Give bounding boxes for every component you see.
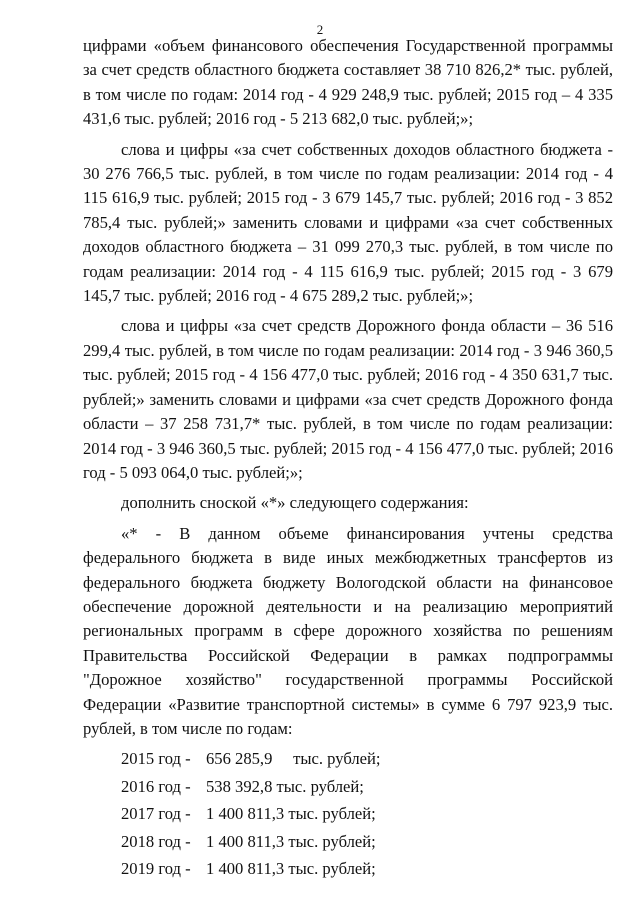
year-amount: 656 285,9 тыс. рублей; bbox=[206, 749, 381, 769]
year-amount: 538 392,8 тыс. рублей; bbox=[206, 776, 364, 796]
year-row bbox=[83, 857, 613, 881]
paragraph-budget-total: цифрами «объем финансового обеспечения Государственной программы за счет средств областного бюджета составляет 38 710 826,2* тыс. рублей, в том числе по годам: 2014 год - 4 929 248,9 тыс. рублей; 2015 год – 4 335 431,6 тыс. рублей; 2016 год - 5 213 682,0 тыс. рублей;»; bbox=[83, 36, 613, 129]
paragraph-road-fund: слова и цифры «за счет средств Дорожного фонда области – 36 516 299,4 тыс. рублей, в том числе по годам реализации: 2014 год - 3 946 360,5 тыс. рублей; 2015 год - 4 156 477,0 тыс. рублей; 2016 год - 4 350 631,7 тыс. рублей;» заменить словами и цифрами «за счет средств Дорожного фонда области – 37 258 731,7* тыс. рублей, в том числе по годам реализации: 2014 год - 3 946 360,5 тыс. рублей; 2015 год - 4 156 477,0 тыс. рублей; 2016 год - 5 093 064,0 тыс. рублей;»; bbox=[83, 316, 613, 482]
year-label: 2016 год - bbox=[121, 776, 191, 796]
paragraph-footnote-intro: дополнить сноской «*» следующего содержания: bbox=[121, 493, 469, 513]
paragraph-own-revenues: слова и цифры «за счет собственных доходов областного бюджета - 30 276 766,5 тыс. рублей, в том числе по годам реализации: 2014 год - 4 115 616,9 тыс. рублей; 2015 год - 3 679 145,7 тыс. рублей; 2016 год - 3 852 785,4 тыс. рублей;» заменить словами и цифрами «за счет собственных доходов областного бюджета – 31 099 270,3 тыс. рублей, в том числе по годам реализации: 2014 год - 4 115 616,9 тыс. рублей; 2015 год - 3 679 145,7 тыс. рублей; 2016 год - 4 675 289,2 тыс. рублей;»; bbox=[83, 139, 613, 306]
document-body bbox=[83, 34, 613, 884]
year-row bbox=[83, 802, 613, 826]
year-amount: 1 400 811,3 тыс. рублей; bbox=[206, 858, 376, 878]
page-number: 2 bbox=[316, 22, 324, 37]
year-label: 2017 год - bbox=[121, 804, 191, 824]
year-label: 2015 год - bbox=[121, 749, 191, 769]
year-label: 2018 год - bbox=[121, 831, 191, 851]
year-row bbox=[83, 747, 613, 771]
year-label: 2019 год - bbox=[121, 858, 191, 878]
year-amount-list bbox=[83, 747, 613, 881]
year-amount: 1 400 811,3 тыс. рублей; bbox=[206, 831, 376, 851]
year-row bbox=[83, 775, 613, 799]
year-row bbox=[83, 830, 613, 854]
year-amount: 1 400 811,3 тыс. рублей; bbox=[206, 804, 376, 824]
paragraph-footnote-text: «* - В данном объеме финансирования учтены средства федерального бюджета в виде иных межбюджетных трансфертов из федерального бюджета бюджету Вологодской области на финансовое обеспечение дорожной деятельности и на реализацию мероприятий региональных программ в сфере дорожного хозяйства по решениям Правительства Российской Федерации в рамках подпрограммы "Дорожное хозяйство" государственной программы Российской Федерации «Развитие транспортной системы» в сумме 6 797 923,9 тыс. рублей, в том числе по годам: bbox=[83, 523, 613, 738]
